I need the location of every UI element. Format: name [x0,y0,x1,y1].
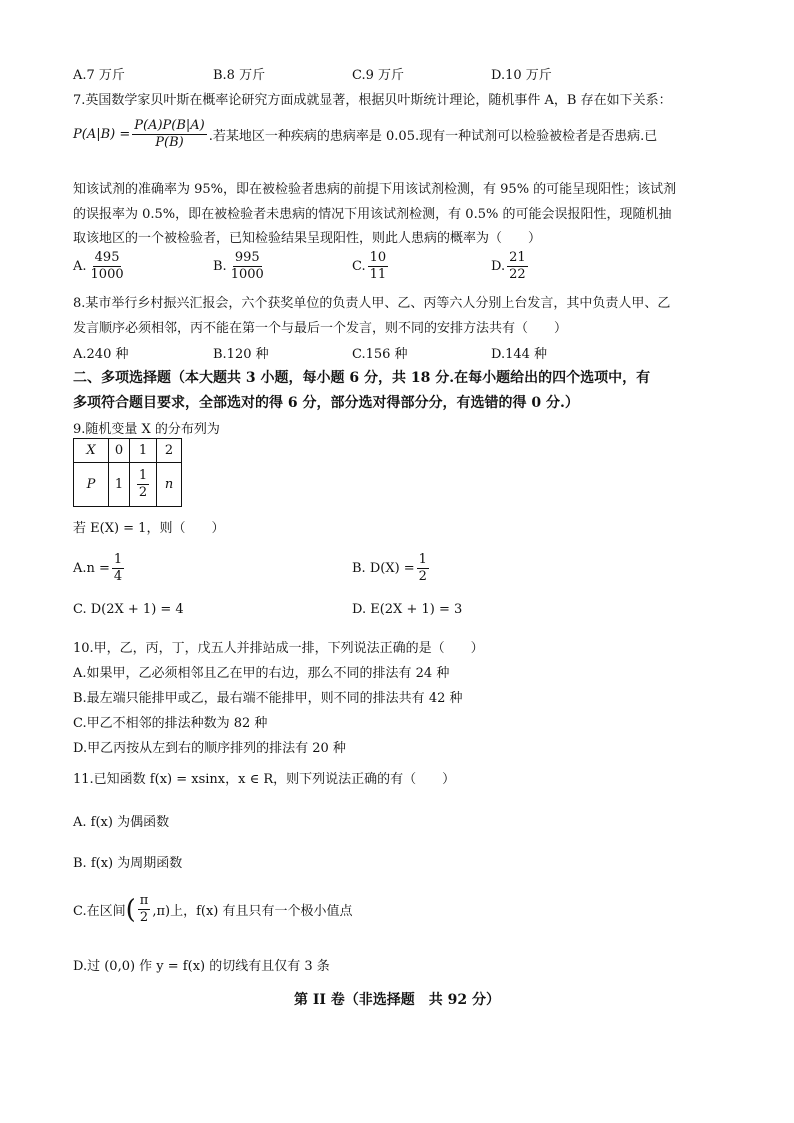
table-row-p [74,463,182,507]
q7-option-a-den: 1000 [90,267,124,282]
q10-option-c: C.甲乙不相邻的排法种数为 82 种 [73,716,268,731]
q7-option-d [491,250,530,283]
q11-option-a: A. f(x) 为偶函数 [73,815,170,830]
table-cell-p1-num: 1 [138,468,148,483]
q7-option-b [213,250,268,283]
part2-title: 第 II 卷（非选择题 共 92 分） [293,992,501,1008]
q11-option-d: D.过 (0,0) 作 y = f(x) 的切线有且仅有 3 条 [73,959,330,974]
q9-option-b-den: 2 [418,569,427,584]
section2-heading-line1: 二、多项选择题（本大题共 3 小题，每小题 6 分，共 18 分.在每小题给出的四个选项中，有 [73,370,651,386]
q9-option-b-num: 1 [418,552,427,567]
q7-stem-line3: 知该试剂的准确率为 95%，即在被检验者患病的前提下用该试剂检测，有 95% 的可能呈现阳性；该试剂 [73,182,677,197]
table-header-2: 2 [157,439,182,463]
q7-option-d-label: D. [491,259,506,274]
q8-option-a: A.240 种 [73,347,129,362]
q11-option-c-fraction [138,893,151,926]
bayes-formula-lhs: P(A|B) = [73,127,131,142]
q8-option-d: D.144 种 [491,347,548,362]
q9-option-a-den: 4 [113,569,123,584]
q7-stem-line1: 7.英国数学家贝叶斯在概率论研究方面成就显著，根据贝叶斯统计理论，随机事件 A，B 存在如下关系： [73,93,672,108]
table-cell-p0: 1 [109,463,130,507]
q9-condition: 若 E(X) = 1，则（ ） [73,521,225,536]
q7-stem-line5: 取该地区的一个被检验者，已知检验结果呈现阳性，则此人患病的概率为（ ） [73,231,542,246]
q7-option-b-num: 995 [234,250,260,265]
q6-option-d: D.10 万斤 [491,68,552,83]
q11-option-b: B. f(x) 为周期函数 [73,856,183,871]
q8-option-c: C.156 种 [352,347,408,362]
bayes-formula-numerator: P(A)P(B|A) [134,118,205,133]
q9-option-c: C. D(2X + 1) = 4 [73,602,184,617]
q7-stem-line4: 的误报率为 0.5%，即在被检验者未患病的情况下用该试剂检测，有 0.5% 的可能会误报阳性，现随机抽 [73,207,672,222]
q9-option-b-prefix: B. D(X) = [352,561,415,576]
q9-option-a-num: 1 [113,552,123,567]
q6-option-b: B.8 万斤 [213,68,266,83]
q7-option-b-fraction [229,250,266,283]
table-header-1: 1 [130,439,157,463]
q11-option-c-den: 2 [139,910,149,925]
q7-option-c [352,250,390,283]
q7-option-c-den: 11 [369,267,387,282]
q11-stem: 11.已知函数 f(x) = xsinx，x ∈ R，则下列说法正确的有（ ） [73,772,456,787]
q7-option-a-label: A. [73,259,87,274]
q7-option-b-den: 1000 [230,267,264,282]
q6-option-c: C.9 万斤 [352,68,405,83]
q8-stem-line1: 8.某市举行乡村振兴汇报会，六个获奖单位的负责人甲、乙、丙等六人分别上台发言，其中负责人甲、乙 [73,296,671,311]
q11-option-c-suffix: ,π)上，f(x) 有且只有一个极小值点 [152,904,353,919]
q7-option-a-num: 495 [94,250,120,265]
q7-option-b-label: B. [213,259,227,274]
q9-option-b [352,552,431,585]
bayes-formula-fraction [132,118,207,151]
q7-option-c-fraction [368,250,389,283]
q8-option-b: B.120 种 [213,347,269,362]
q6-option-a: A.7 万斤 [73,68,125,83]
q7-option-d-num: 21 [509,250,526,265]
q7-option-d-fraction [507,250,528,283]
q7-formula-line [73,118,657,151]
q9-option-a-fraction [112,552,124,585]
table-cell-p1-fraction [137,468,149,501]
q9-option-a-prefix: A.n = [73,561,110,576]
table-header-x: X [74,439,109,463]
bayes-formula-denominator: P(B) [155,135,184,150]
q11-option-c-prefix: C.在区间 [73,904,126,919]
q9-stem: 9.随机变量 X 的分布列为 [73,422,220,437]
table-row-label: P [74,463,109,507]
q7-option-a [73,250,128,283]
q10-option-d: D.甲乙丙按从左到右的顺序排列的排法有 20 种 [73,741,346,756]
distribution-table [73,438,182,507]
table-header-row [74,439,182,463]
table-header-0: 0 [109,439,130,463]
q9-option-a [73,552,126,585]
q9-option-b-fraction [417,552,429,585]
q10-stem: 10.甲，乙，丙，丁，戊五人并排站成一排，下列说法正确的是（ ） [73,641,484,656]
table-cell-p1-den: 2 [138,485,148,500]
q7-stem-line2: .若某地区一种疾病的患病率是 0.05.现有一种试剂可以检验被检者是否患病.已 [208,129,658,144]
table-cell-p2: n [157,463,182,507]
section2-heading-line2: 多项符合题目要求，全部选对的得 6 分，部分选对得部分分，有选错的得 0 分.） [73,395,579,411]
q10-option-b: B.最左端只能排甲或乙，最右端不能排甲，则不同的排法共有 42 种 [73,691,463,706]
q7-option-d-den: 22 [509,267,526,282]
q7-option-c-label: C. [352,259,366,274]
q7-option-a-fraction [89,250,126,283]
q8-stem-line2: 发言顺序必须相邻，丙不能在第一个与最后一个发言，则不同的安排方法共有（ ） [73,321,568,336]
q11-option-c-num: π [139,893,149,908]
table-cell-p1 [130,463,157,507]
q10-option-a: A.如果甲，乙必须相邻且乙在甲的右边，那么不同的排法有 24 种 [73,666,450,681]
q9-option-d: D. E(2X + 1) = 3 [352,602,463,617]
q7-option-c-num: 10 [369,250,387,265]
q11-option-c [73,893,353,926]
q11-open-paren: ( [125,894,136,925]
